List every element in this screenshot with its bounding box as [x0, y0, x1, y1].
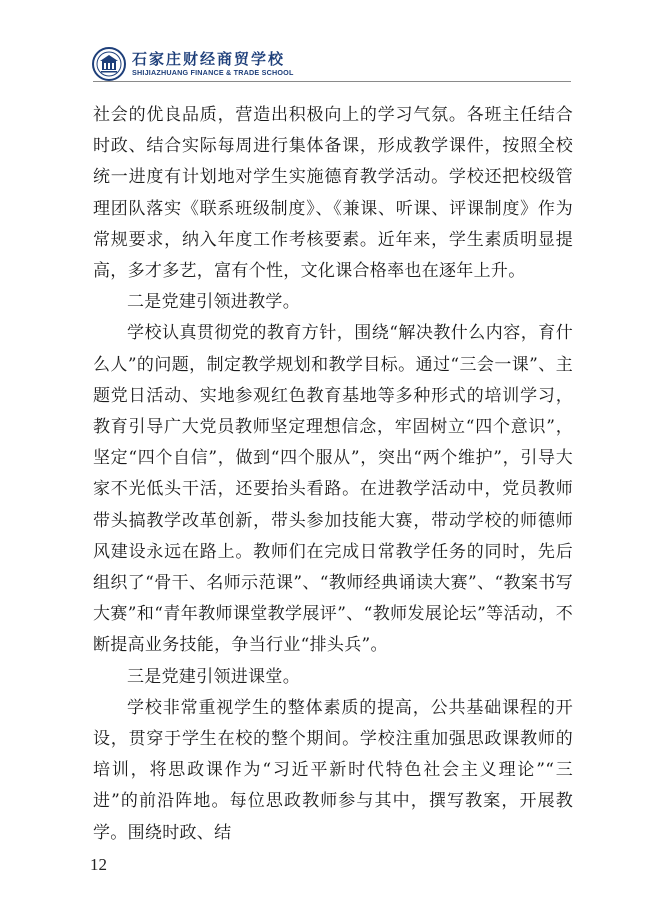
section-heading-classroom: 三是党建引领进课堂。 [127, 666, 300, 687]
paragraph-continued: 社会的优良品质，营造出积极向上的学习气氛。各班主任结合时政、结合实际每周进行集体备课，形成教学课件，按照全校统一进度有计划地对学生实施德育教学活动。学校还把校级管理团队落实《联系班级制度》、《兼课、听课、评课制度》作为常规要求，纳入年度工作考核要素。近年来，学生素质明显提高，多才多艺，富有个性，文化课合格率也在逐年上升。 [93, 105, 573, 282]
page-number: 12 [90, 855, 107, 874]
paragraph-teaching: 学校认真贯彻党的教育方针，围绕“解决教什么内容，育什么人”的问题，制定教学规划和教学目标。通过“三会一课”、主题党日活动、实地参观红色教育基地等多种形式的培训学习，教育引导广大党员教师坚定理想信念，牢固树立“四个意识”，坚定“四个自信”，做到“四个服从”，突出“两个维护”，引导大家不光低头干活，还要抬头看路。在进教学活动中，党员教师带头搞教学改革创新，带头参加技能大赛，带动学校的师德师风建设永远在路上。教师们在完成日常教学任务的同时，先后组织了“骨干、名师示范课”、“教师经典诵读大赛”、“教案书写大赛”和“青年教师课堂教学展评”、“教师发展论坛”等活动，不断提高业务技能，争当行业“排头兵”。 [93, 323, 573, 656]
header-divider [93, 81, 571, 82]
school-name-en: SHIJIAZHUANG FINANCE & TRADE SCHOOL [132, 68, 294, 77]
section-heading-teaching: 二是党建引领进教学。 [127, 292, 300, 313]
school-seal-icon [92, 47, 126, 81]
document-header [92, 46, 294, 82]
paragraph-classroom: 学校非常重视学生的整体素质的提高，公共基础课程的开设，贯穿于学生在校的整个期间。学校注重加强思政课教师的培训，将思政课作为“习近平新时代特色社会主义理论”“三进”的前沿阵地。每位思政教师参与其中，撰写教案，开展教学。围绕时政、结 [93, 697, 573, 843]
school-name-cn: 石家庄财经商贸学校 [132, 50, 286, 68]
school-name-block [132, 50, 294, 78]
document-body [93, 100, 573, 849]
